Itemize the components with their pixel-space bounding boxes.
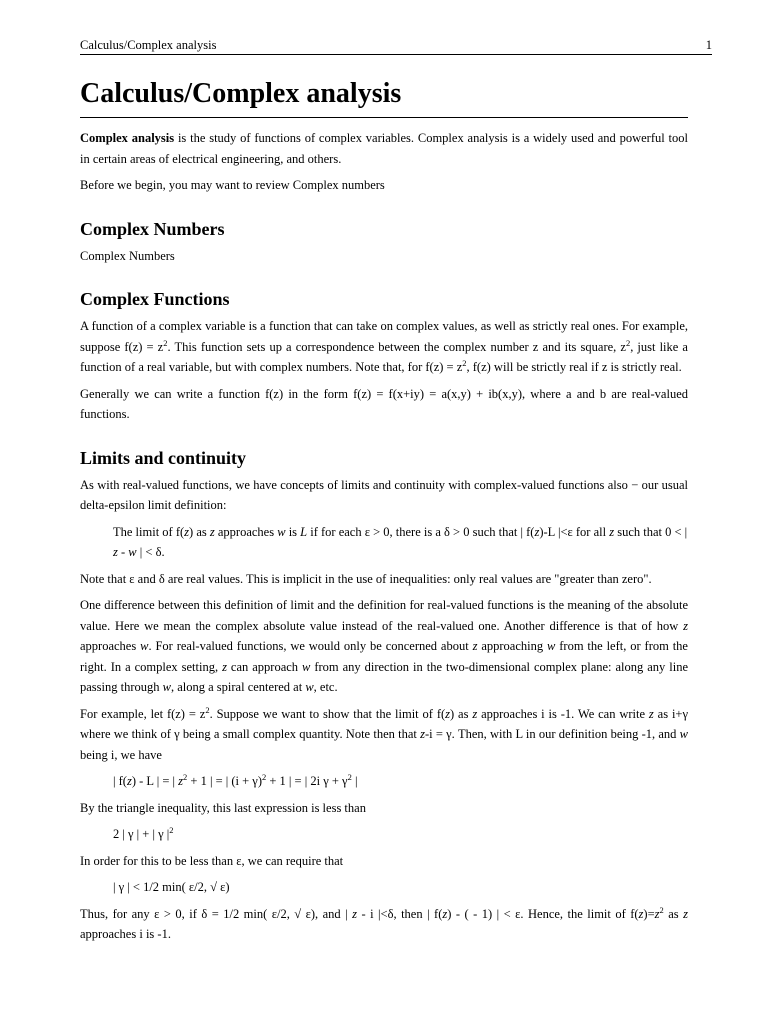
var-z: z: [638, 906, 644, 921]
text-run: - i |<δ, then | f(: [357, 906, 443, 921]
text-run: from the left, or from the right. In a complex setting,: [80, 639, 688, 674]
var-w: w: [140, 639, 149, 653]
text-run: . For real-valued functions, we would only be concerned about: [148, 639, 473, 653]
text-run: approaches: [214, 524, 278, 539]
var-z: z: [472, 706, 478, 721]
var-L: L: [300, 524, 308, 539]
text-run: A function of a complex variable is a function that can take on complex values, as well as strictly real ones. For example, suppose f(z) = z: [80, 319, 688, 354]
text-run: from any direction in the two-dimensional complex plane: along any line passing through: [80, 659, 688, 694]
text-run: + 1 | = | 2i γ + γ: [266, 774, 348, 788]
equation-3: | γ | < 1/2 min( ε/2, √ ε): [113, 880, 230, 894]
text-run: as: [663, 906, 684, 921]
text-run: such that 0 < |: [614, 524, 688, 539]
text-run: | f(: [113, 774, 127, 788]
var-w: w: [277, 524, 286, 539]
text-run: . Suppose we want to show that the limit of f(: [209, 706, 446, 721]
superscript: 2: [659, 904, 664, 915]
text-run: )=: [643, 906, 655, 921]
var-w: w: [302, 659, 311, 674]
intro-bold-term: Complex analysis: [80, 131, 175, 145]
limits-paragraph-1: As with real-valued functions, we have concepts of limits and continuity with complex-valued functions also − our usual delta-epsilon limit definition:: [80, 477, 688, 512]
superscript: 2: [262, 772, 267, 782]
var-w: w: [547, 639, 556, 653]
equation-1: [113, 771, 688, 792]
running-title: Calculus/Complex analysis: [80, 38, 217, 52]
heading-complex-numbers: Complex Numbers: [80, 218, 225, 239]
text-run: ) as: [189, 524, 210, 539]
limits-paragraph-7: [80, 904, 688, 945]
limits-paragraph-4: [80, 704, 688, 766]
var-w: w: [679, 727, 688, 741]
running-header: [80, 36, 712, 55]
text-run: | < δ.: [136, 545, 165, 559]
var-z: z: [178, 774, 184, 788]
var-z: z: [442, 906, 448, 921]
heading-complex-functions: Complex Functions: [80, 289, 230, 309]
complex-functions-paragraph-1: [80, 316, 688, 378]
text-run: + 1 | = | (i + γ): [187, 774, 262, 788]
text-run: ) - ( - 1) | < ε. Hence, the limit of f(: [447, 906, 639, 921]
text-run: , etc.: [313, 680, 338, 694]
text-run: Thus, for any ε > 0, if δ = 1/2 min( ε/2, √ ε), and |: [80, 906, 353, 921]
var-z: z: [222, 659, 227, 674]
text-run: ) as: [450, 706, 473, 721]
var-z: z: [445, 706, 451, 721]
var-z: z: [209, 524, 215, 539]
text-run: , f(z) will be strictly real if z is strictly real.: [466, 360, 682, 374]
text-run: . This function sets up a correspondence between the complex number z and its square, z: [167, 339, 626, 354]
complex-functions-paragraph-2: Generally we can write a function f(z) in the form f(z) = f(x+iy) = a(x,y) + ib(x,y), where a and b are real-valued functions.: [80, 386, 688, 421]
var-w: w: [162, 680, 171, 694]
var-z: z: [654, 906, 660, 921]
heading-limits-continuity: Limits and continuity: [80, 447, 247, 468]
text-run: ) - L | = |: [131, 774, 179, 788]
limits-paragraph-6: In order for this to be less than ε, we can require that: [80, 853, 344, 868]
var-z: z: [609, 524, 615, 539]
var-z: z: [126, 774, 132, 788]
superscript: 2: [625, 337, 631, 348]
text-run: as i+γ where we think of γ being a small complex quantity. Note then that: [80, 706, 688, 741]
var-z: z: [352, 906, 357, 921]
text-run: -: [117, 545, 129, 559]
var-z: z: [113, 545, 118, 559]
text-run: -i = γ. Then, with L in our definition being -1, and: [424, 727, 680, 741]
limits-paragraph-5: By the triangle inequality, this last expression is less than: [80, 800, 366, 815]
superscript: 2: [347, 772, 352, 782]
limit-definition: [113, 522, 688, 563]
article-body: [80, 74, 688, 951]
var-z: z: [683, 906, 688, 921]
equation-2: [113, 824, 688, 845]
page-number: 1: [705, 38, 712, 52]
var-w: w: [305, 680, 314, 694]
superscript: 2: [462, 358, 467, 368]
var-w: w: [128, 545, 137, 559]
intro-text: is the study of functions of complex variables. Complex analysis is a widely used and powerful tool in certain areas of electrical engineering, and others.: [80, 131, 688, 166]
text-run: , just like a function of a real variable, but with complex numbers. Note that, for f(z) = z: [80, 339, 688, 374]
superscript: 2: [169, 825, 174, 835]
text-run: One difference between this definition of limit and the definition for real-valued functions is the meaning of the absolute value. Here we mean the complex absolute value instead of the real-valued one. Another difference is that of how: [80, 598, 688, 633]
superscript: 2: [163, 337, 168, 348]
text-run: approaches i is -1. We can write: [477, 706, 649, 721]
var-z: z: [534, 524, 540, 539]
text-run: )-L |<ε for all: [539, 524, 610, 539]
text-run: For example, let f(z) = z: [80, 706, 206, 721]
var-z: z: [472, 639, 478, 653]
text-run: if for each ε > 0, there is a δ > 0 such that | f(: [307, 524, 535, 539]
text-run: , along a spiral centered at: [170, 680, 306, 694]
superscript: 2: [183, 772, 188, 782]
text-run: being i, we have: [80, 747, 162, 762]
var-z: z: [184, 524, 190, 539]
text-run: |: [351, 774, 358, 788]
var-z: z: [420, 727, 425, 741]
text-run: approaches i is -1.: [80, 927, 171, 941]
text-run: can approach: [226, 659, 303, 674]
page-title: Calculus/Complex analysis: [80, 74, 688, 118]
var-z: z: [683, 618, 688, 633]
text-run: 2 | γ | + | γ |: [113, 827, 170, 841]
intro-paragraph: [80, 128, 688, 169]
var-z: z: [648, 706, 654, 721]
limits-paragraph-3: [80, 595, 688, 698]
review-paragraph: Before we begin, you may want to review Complex numbers: [80, 178, 385, 192]
limits-paragraph-2: Note that ε and δ are real values. This is implicit in the use of inequalities: only real values are "greater than zero".: [80, 571, 652, 586]
text-run: approaches: [80, 639, 141, 653]
text-run: approaching: [477, 639, 548, 653]
text-run: is: [285, 524, 301, 539]
text-run: The limit of f(: [113, 524, 185, 539]
superscript: 2: [205, 704, 210, 715]
complex-numbers-text: Complex Numbers: [80, 248, 175, 263]
